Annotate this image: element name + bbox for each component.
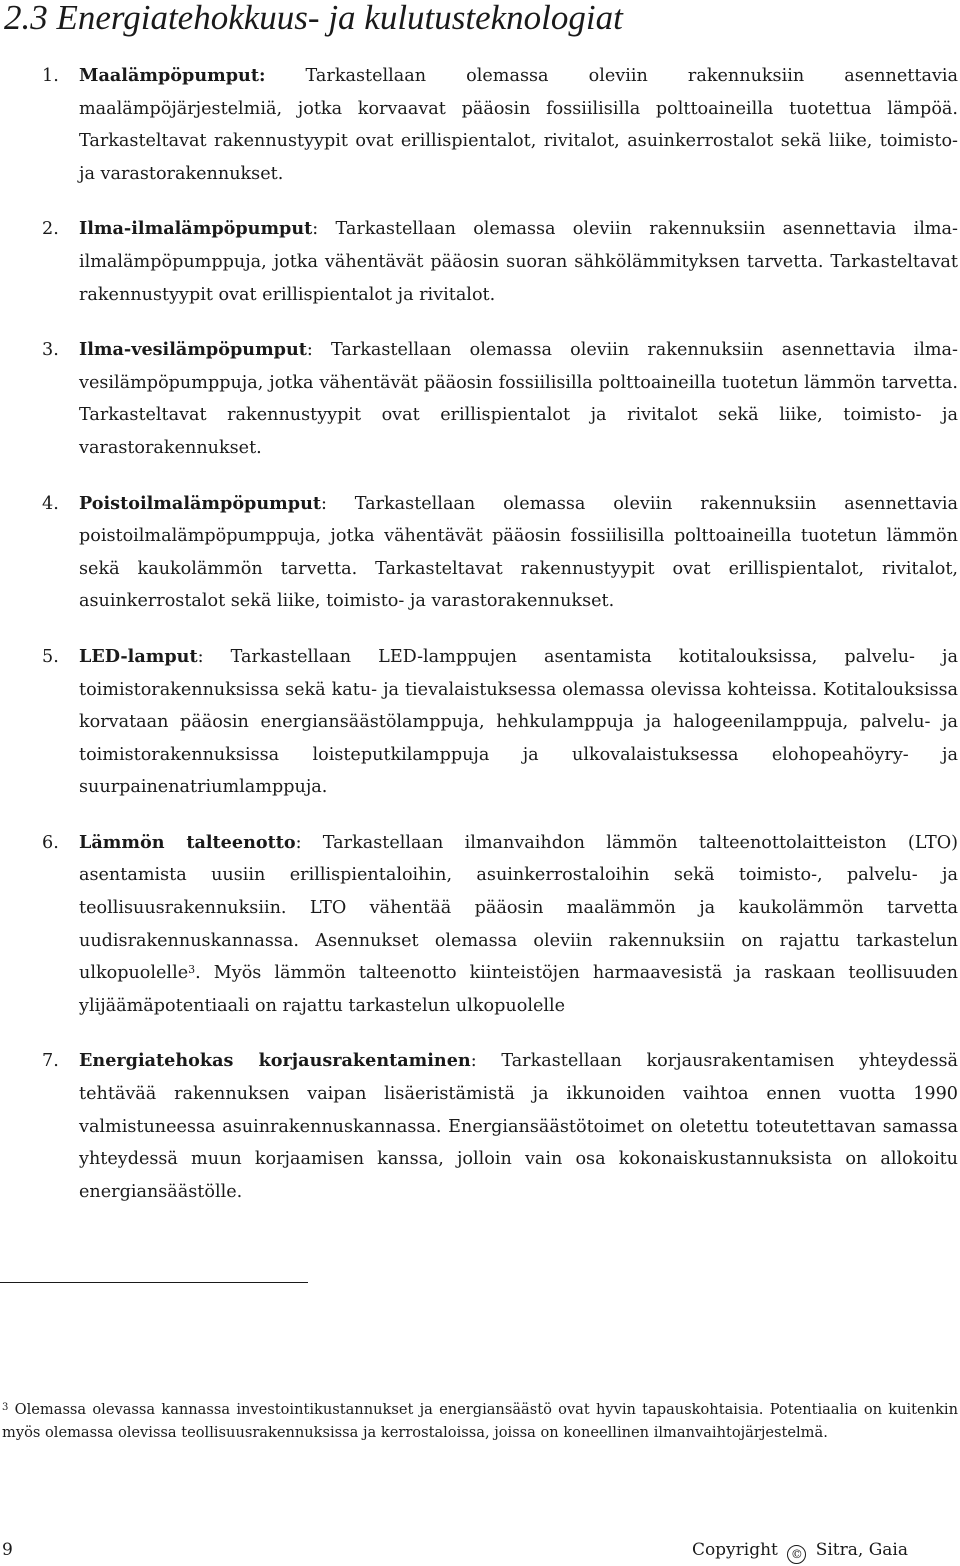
item-number: 1. — [42, 66, 59, 86]
footnote-divider — [0, 1282, 308, 1283]
item-number: 6. — [42, 832, 59, 853]
copyright-notice — [692, 1539, 908, 1564]
copyright-icon: © — [787, 1545, 806, 1564]
page-number: 9 — [2, 1540, 13, 1560]
item-text: : Tarkastellaan olemassa oleviin rakennuksiin asennettavia ilma-ilmalämpöpumppuja, jotka vähentävät pääosin suoran sähkölämmityksen tarvetta. Tarkasteltavat rakennustyypit ovat erillispientalot ja rivitalot. — [79, 219, 958, 305]
list-item — [0, 641, 960, 804]
list-item — [0, 213, 960, 311]
item-text: : Tarkastellaan olemassa oleviin rakennuksiin asennettavia poistoilmalämpöpumppuja, jotka vähentävät pääosin fossiilisilla polttoaineilla tuotetun lämmön sekä kaukolämmön tarvetta. Tarkasteltavat rakennustyypit ovat erillispientalot, rivitalot, asuinkerrostalot sekä liike, toimisto- ja varastorakennukset. — [79, 493, 958, 612]
measure-list — [0, 60, 960, 1231]
item-text: : Tarkastellaan LED-lamppujen asentamista kotitalouksissa, palvelu- ja toimistorakennuksissa sekä katu- ja tievalaistuksessa olemassa olevissa kohteissa. Kotitalouksissa korvataan pääosin energiansäästölamppuja, hehkulamppuja ja halogeenilamppuja, palvelu- ja toimistorakennuksissa loisteputkilamppuja ja ulkovalaistuksessa elohopeahöyry- ja suurpainenatriumlamppuja. — [79, 646, 958, 798]
item-text-continued: . Myös lämmön talteenotto kiinteistöjen harmaavesistä ja raskaan teollisuuden ylijäämäpotentiaali on rajattu tarkastelun ulkopuolelle — [79, 963, 958, 1016]
item-term: LED-lamput — [79, 645, 198, 667]
item-term: Ilma-ilmalämpöpumput — [79, 218, 313, 240]
footnote-text: Olemassa olevassa kannassa investointikustannukset ja energiansäästö ovat hyvin tapauskohtaisia. Potentiaalia on kuitenkin myös olemassa olevissa teollisuusrakennuksissa ja kerrostaloissa, joissa on koneellinen ilmanvaihtojärjestelmä. — [2, 1401, 958, 1441]
item-text: Tarkastellaan olemassa oleviin rakennuksiin asennettavia maalämpöjärjestelmiä, jotka korvaavat pääosin fossiilisilla polttoaineilla tuotettua lämpöä. Tarkasteltavat rakennustyypit ovat erillispientalot, rivitalot, asuinkerrostalot sekä liike, toimisto- ja varastorakennukset. — [79, 66, 958, 184]
footnote-marker: 3 — [2, 1402, 9, 1413]
item-term: Energiatehokas korjausrakentaminen — [79, 1050, 471, 1072]
item-number: 5. — [42, 646, 59, 667]
footnote — [2, 1398, 958, 1444]
list-item — [0, 1045, 960, 1208]
item-number: 4. — [42, 493, 59, 514]
section-heading: 2.3 Energiatehokkuus- ja kulutusteknologiat — [4, 0, 623, 37]
list-item — [0, 488, 960, 618]
list-item — [0, 60, 960, 190]
item-number: 2. — [42, 219, 59, 240]
item-text: : Tarkastellaan olemassa oleviin rakennuksiin asennettavia ilma-vesilämpöpumppuja, jotka vähentävät pääosin fossiilisilla polttoaineilla tuotetun lämmön tarvetta. Tarkasteltavat rakennustyypit ovat erillispientalot ja rivitalot sekä liike, toimisto- ja varastorakennukset. — [79, 340, 958, 458]
item-text: : Tarkastellaan korjausrakentamisen yhteydessä tehtävää rakennuksen vaipan lisäeristämistä ja ikkunoiden vaihtoa ennen vuotta 1990 valmistuneessa asuinrakennuskannassa. Energiansäästötoimet on oletettu toteutettavan samassa yhteydessä muun korjaamisen kanssa, jolloin vain osa kokonaiskustannuksista on allokoitu energiansäästölle. — [79, 1051, 959, 1202]
item-term: Maalämpöpumput: — [79, 65, 266, 86]
item-term: Poistoilmalämpöpumput — [79, 492, 321, 514]
item-term: Lämmön talteenotto — [79, 831, 296, 853]
item-number: 7. — [42, 1051, 59, 1072]
footnote-reference[interactable]: 3 — [188, 963, 196, 977]
list-item — [0, 334, 960, 464]
list-item — [0, 827, 960, 1023]
copyright-label: Copyright — [691, 1540, 778, 1560]
item-term: Ilma-vesilämpöpumput — [79, 339, 307, 361]
copyright-holders: Sitra, Gaia — [815, 1540, 908, 1560]
item-text: : Tarkastellaan ilmanvaihdon lämmön talteenottolaitteiston (LTO) asentamista uusiin erillispientaloihin, asuinkerrostaloihin sekä toimisto-, palvelu- ja teollisuusrakennuksiin. LTO vähentää pääosin maalämmön ja kaukolämmön tarvetta uudisrakennuskannassa. Asennukset olemassa oleviin rakennuksiin on rajattu tarkastelun ulkopuolelle — [79, 832, 958, 984]
item-number: 3. — [42, 340, 59, 361]
